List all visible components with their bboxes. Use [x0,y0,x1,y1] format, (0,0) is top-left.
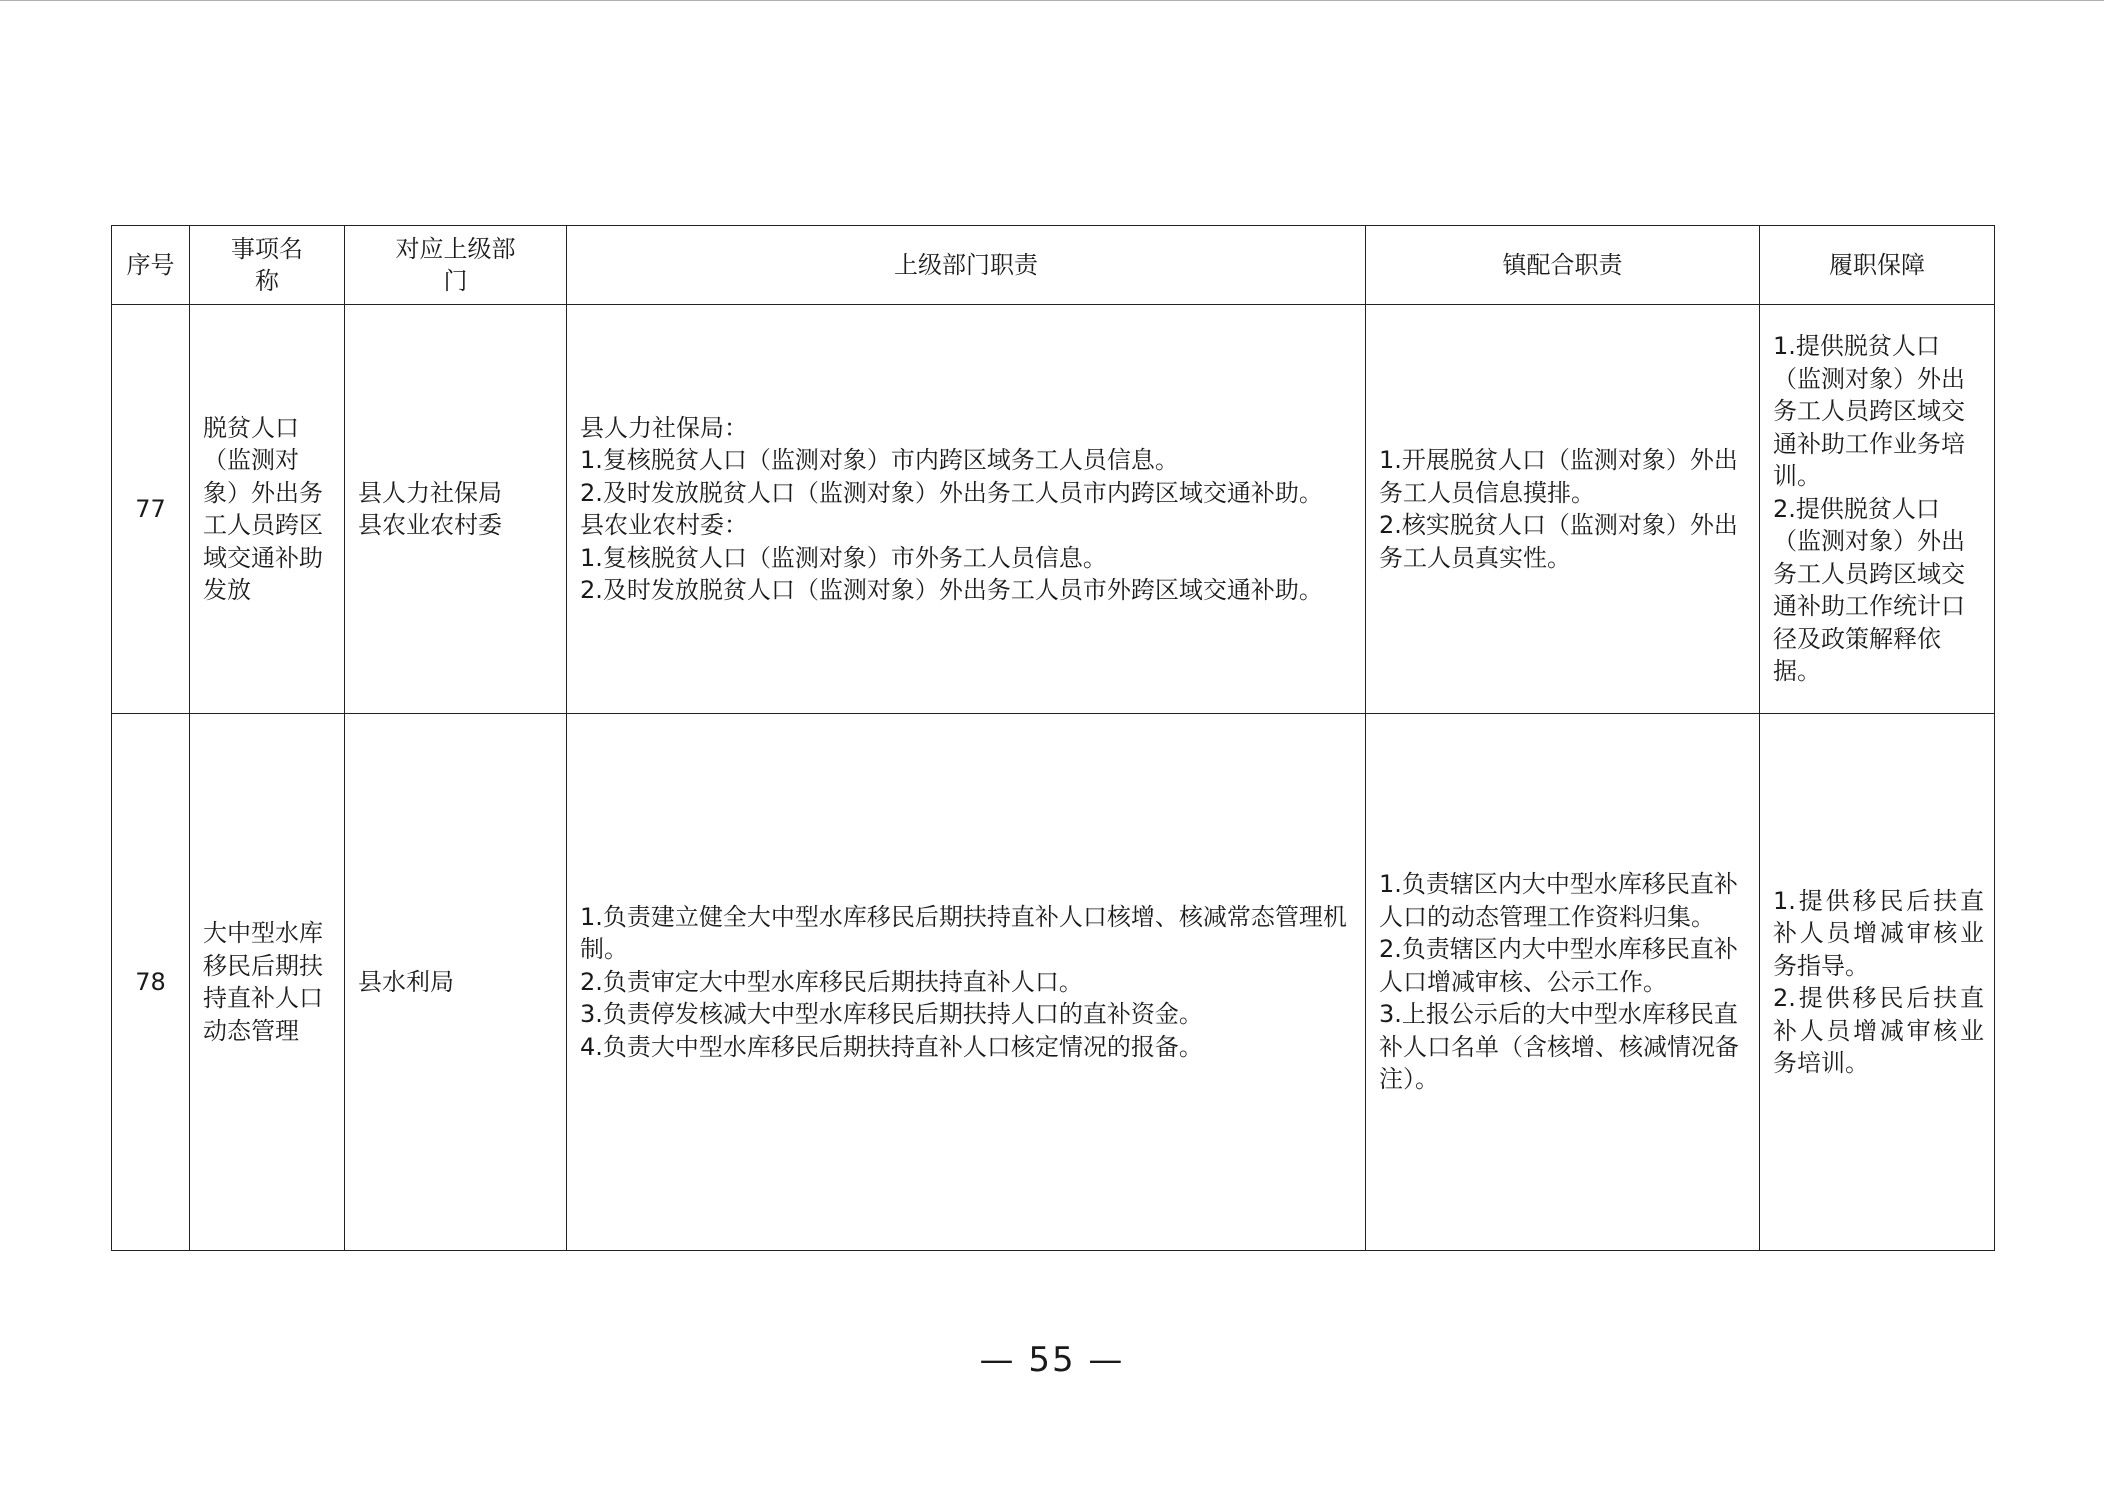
header-index: 序号 [112,226,190,305]
row-town-duty: 1.负责辖区内大中型水库移民直补人口的动态管理工作资料归集。 2.负责辖区内大中型水库移民直补人口增减审核、公示工作。 3.上报公示后的大中型水库移民直补人口名单（含核增、核减情况备注）。 [1366,714,1760,1251]
row-guarantee: 1.提供脱贫人口（监测对象）外出务工人员跨区域交通补助工作业务培训。 2.提供脱贫人口（监测对象）外出务工人员跨区域交通补助工作统计口径及政策解释依据。 [1760,305,1995,714]
table-row [112,714,1995,1251]
row-upper-duty: 1.负责建立健全大中型水库移民后期扶持直补人口核增、核减常态管理机制。 2.负责审定大中型水库移民后期扶持直补人口。 3.负责停发核减大中型水库移民后期扶持人口的直补资金。 4.负责大中型水库移民后期扶持直补人口核定情况的报备。 [567,714,1366,1251]
row-upper-duty: 县人力社保局： 1.复核脱贫人口（监测对象）市内跨区域务工人员信息。 2.及时发放脱贫人口（监测对象）外出务工人员市内跨区域交通补助。 县农业农村委： 1.复核脱贫人口（监测对象）市外务工人员信息。 2.及时发放脱贫人口（监测对象）外出务工人员市外跨区域交通补助。 [567,305,1366,714]
header-town-duty: 镇配合职责 [1366,226,1760,305]
table-header-row [112,226,1995,305]
row-item-name: 大中型水库移民后期扶持直补人口动态管理 [190,714,345,1251]
row-index: 77 [112,305,190,714]
row-dept: 县水利局 [345,714,567,1251]
header-dept: 对应上级部门 [345,226,567,305]
top-border-line [0,0,2104,1]
table-row [112,305,1995,714]
header-item-name: 事项名称 [190,226,345,305]
row-index: 78 [112,714,190,1251]
header-guarantee: 履职保障 [1760,226,1995,305]
duty-table [111,225,1995,1251]
page-number: — 55 — [979,1340,1125,1380]
row-item-name: 脱贫人口（监测对象）外出务工人员跨区域交通补助发放 [190,305,345,714]
row-dept: 县人力社保局 县农业农村委 [345,305,567,714]
header-upper-duty: 上级部门职责 [567,226,1366,305]
row-guarantee: 1.提供移民后扶直补人员增减审核业务指导。 2.提供移民后扶直补人员增减审核业务培训。 [1760,714,1995,1251]
row-town-duty: 1.开展脱贫人口（监测对象）外出务工人员信息摸排。 2.核实脱贫人口（监测对象）外出务工人员真实性。 [1366,305,1760,714]
